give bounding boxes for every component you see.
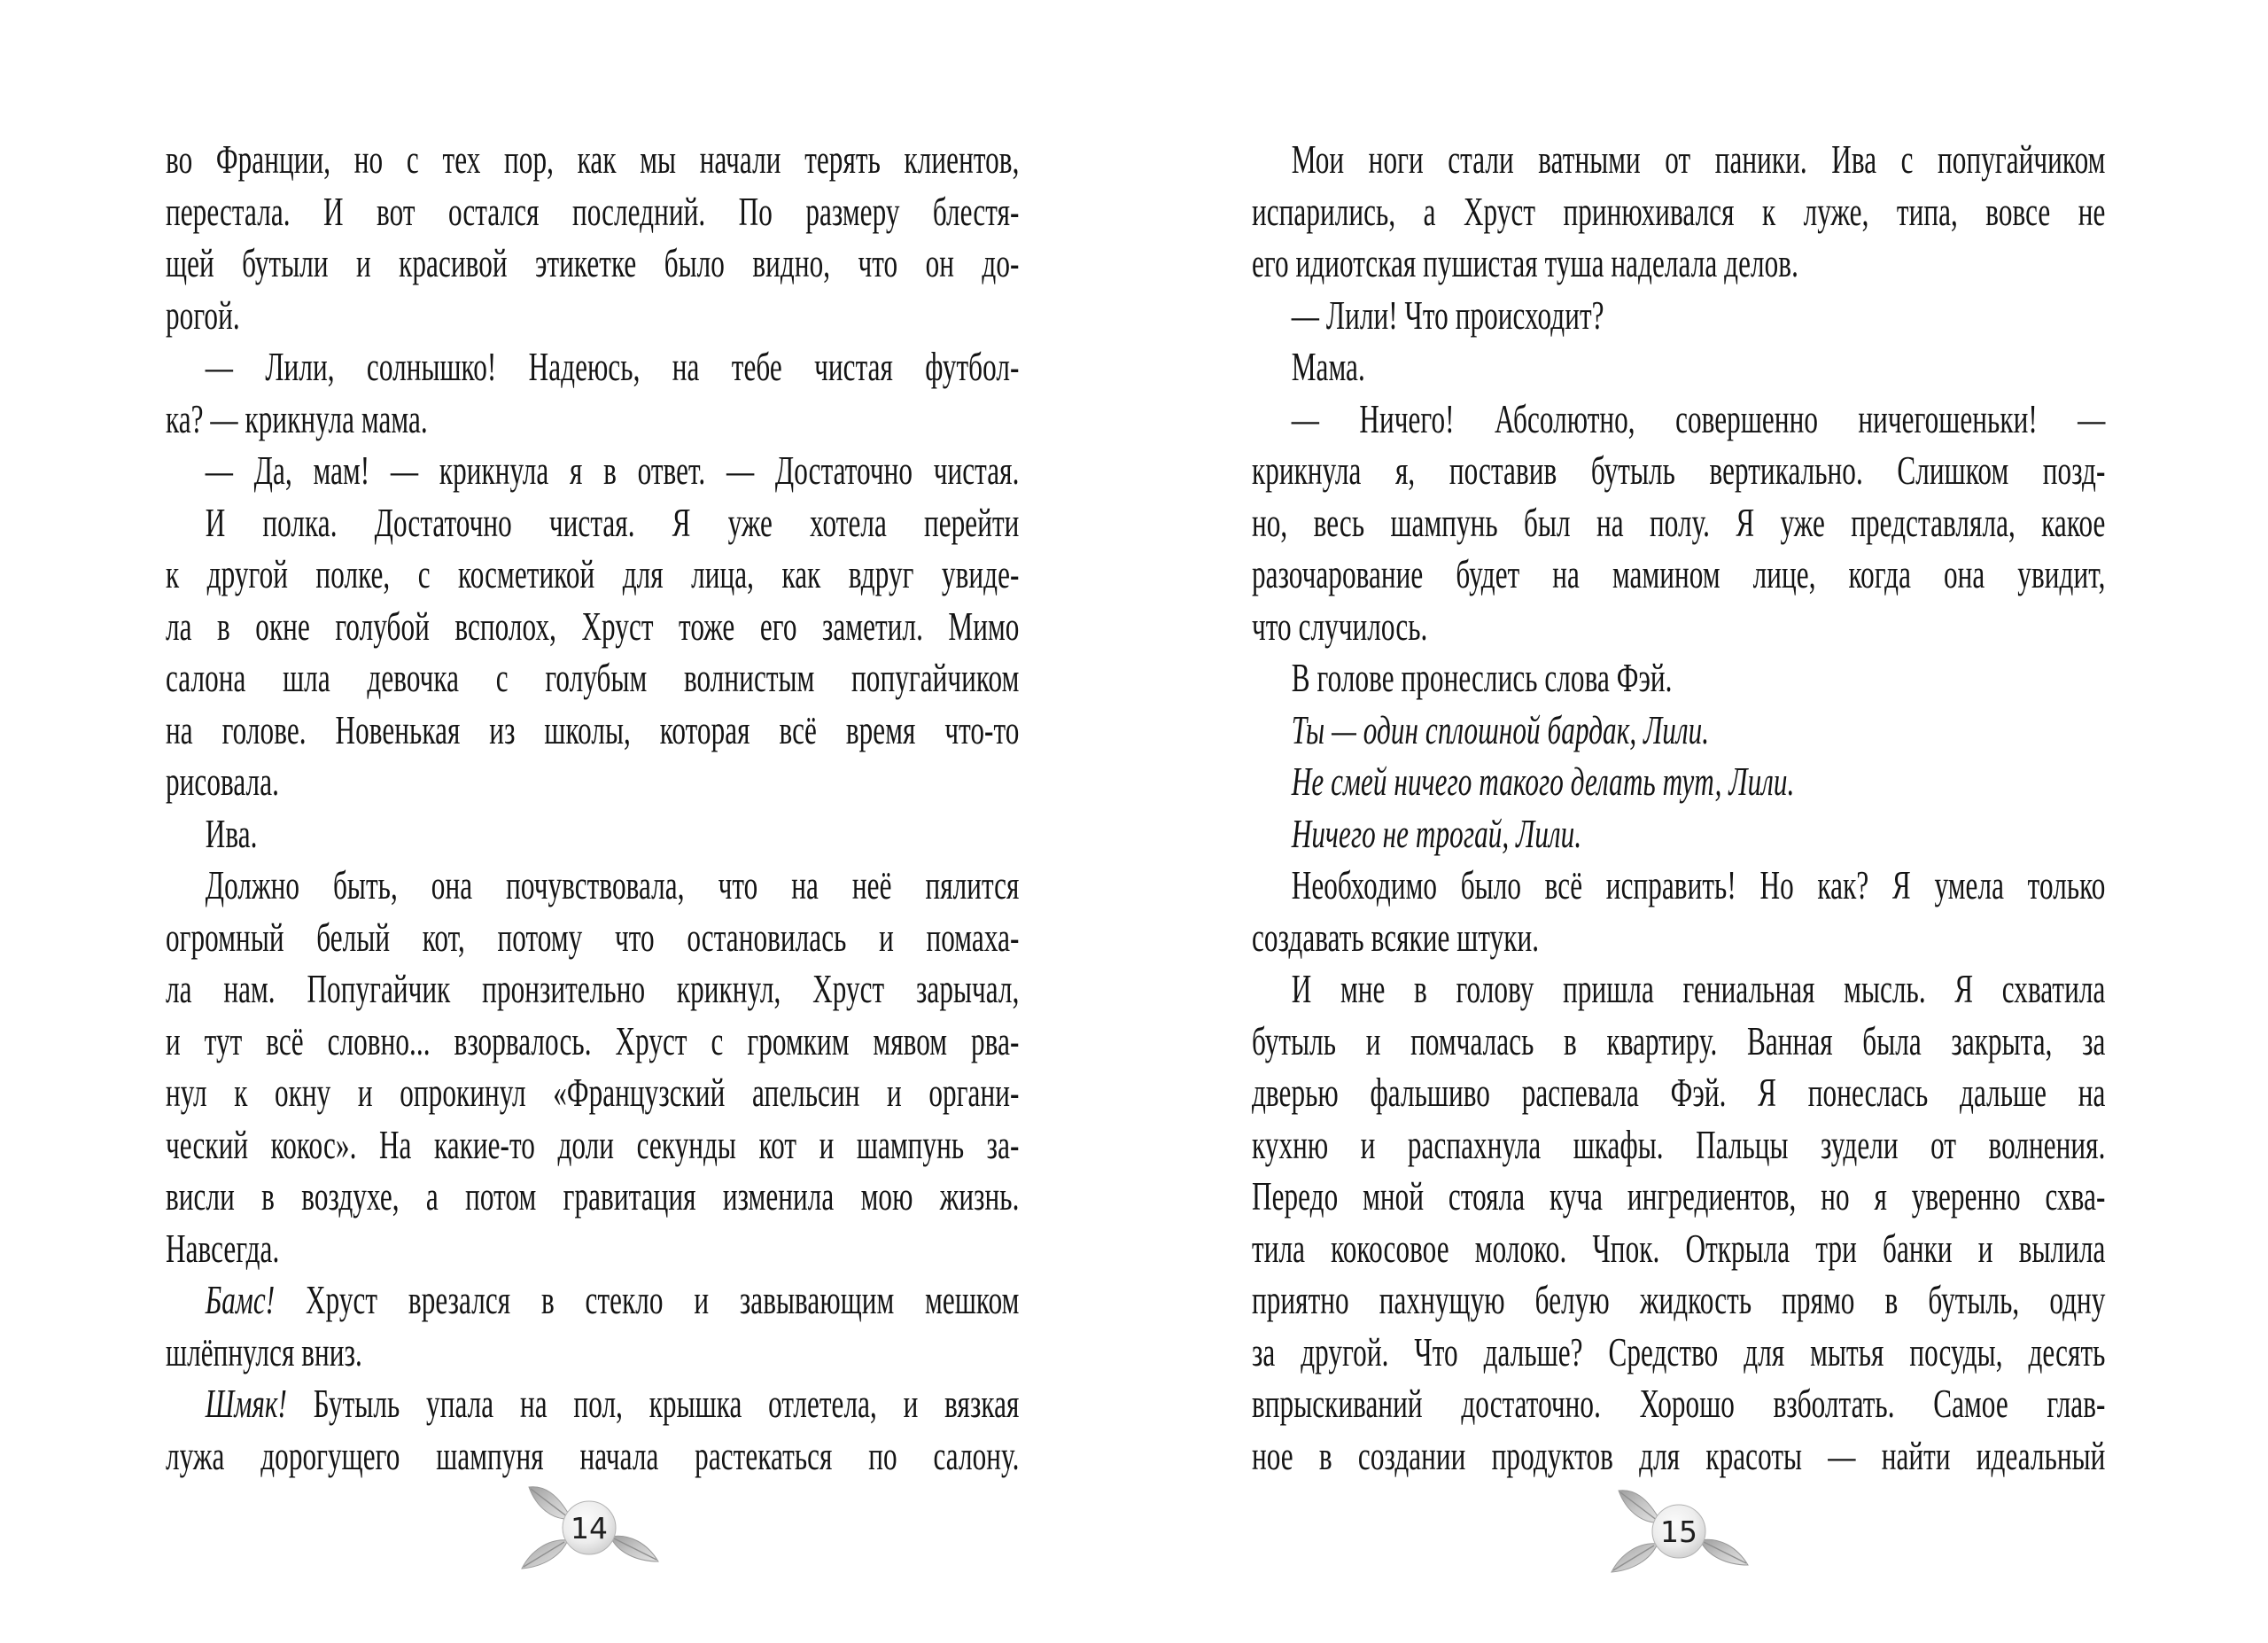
italic-text-segment: Не смей ничего такого делать тут, Лили. bbox=[1291, 759, 1795, 804]
text-segment: ческий кокос». На какие-то доли секунды кот и шампунь за- bbox=[166, 1121, 1020, 1167]
text-segment: нул к окну и опрокинул «Французский апельсин и органи- bbox=[166, 1070, 1020, 1115]
text-segment: ка? — крикнула мама. bbox=[166, 395, 428, 441]
text-segment: бутыль и помчалась в квартиру. Ванная была закрыта, за bbox=[1252, 1017, 2106, 1063]
text-line bbox=[166, 445, 1019, 497]
text-segment: В голове пронеслись слова Фэй. bbox=[1291, 655, 1673, 700]
text-line bbox=[166, 497, 1019, 549]
text-segment: испарились, а Хруст принюхивался к луже, типа, вовсе не bbox=[1252, 188, 2106, 234]
text-line bbox=[1252, 601, 2105, 653]
text-segment: висли в воздухе, а потом гравитация изменила мою жизнь. bbox=[166, 1173, 1020, 1219]
text-segment: Хруст врезался в стекло и завывающим мешком bbox=[275, 1277, 1020, 1322]
text-segment: Необходимо было всё исправить! Но как? Я умела только bbox=[1291, 862, 2106, 907]
text-line bbox=[1252, 808, 2105, 860]
text-segment: — Лили! Что происходит? bbox=[1291, 292, 1604, 338]
text-segment: — Лили, солнышко! Надеюсь, на тебе чистая футбол- bbox=[205, 344, 1020, 389]
text-segment: его идиотская пушистая туша наделала делов. bbox=[1252, 240, 1798, 285]
text-segment: лужа дорогущего шампуня начала растекаться по салону. bbox=[166, 1432, 1020, 1478]
text-segment: крикнула я, поставив бутыль вертикально. Слишком позд- bbox=[1252, 448, 2106, 493]
text-line bbox=[1252, 756, 2105, 808]
italic-text-segment: Ты — один сплошной бардак, Лили. bbox=[1291, 706, 1710, 752]
text-segment: шлёпнулся вниз. bbox=[166, 1328, 362, 1374]
text-segment: к другой полке, с косметикой для лица, как вдруг увиде- bbox=[166, 551, 1020, 596]
text-line bbox=[166, 705, 1019, 757]
text-line bbox=[166, 1016, 1019, 1068]
text-line bbox=[166, 393, 1019, 446]
text-segment: И мне в голову пришла гениальная мысль. Я схватила bbox=[1291, 966, 2106, 1011]
text-line bbox=[1252, 705, 2105, 757]
page-number: 14 bbox=[571, 1511, 608, 1546]
text-segment: И полка. Достаточно чистая. Я уже хотела перейти bbox=[205, 499, 1020, 545]
text-segment: и тут всё словно... взорвалось. Хруст с громким мявом рва- bbox=[166, 1017, 1020, 1063]
text-line bbox=[1252, 445, 2105, 497]
text-line bbox=[166, 963, 1019, 1016]
text-segment: Навсегда. bbox=[166, 1225, 280, 1271]
text-segment: — Ничего! Абсолютно, совершенно ничегошеньки! — bbox=[1291, 395, 2106, 441]
page-number: 15 bbox=[1660, 1515, 1697, 1549]
text-line bbox=[1252, 186, 2105, 238]
text-line bbox=[1252, 134, 2105, 186]
text-segment: что случилось. bbox=[1252, 603, 1428, 649]
text-line bbox=[1252, 1119, 2105, 1172]
text-line bbox=[1252, 1327, 2105, 1379]
text-segment: перестала. И вот остался последний. По размеру блестя- bbox=[166, 188, 1020, 234]
text-segment: Мама. bbox=[1291, 344, 1365, 389]
text-line bbox=[166, 652, 1019, 705]
text-line bbox=[166, 186, 1019, 238]
text-segment: впрыскиваний достаточно. Хорошо взболтать. Самое глав- bbox=[1252, 1381, 2106, 1426]
text-segment: на голове. Новенькая из школы, которая всё время что-то bbox=[166, 706, 1020, 752]
text-line bbox=[1252, 341, 2105, 393]
text-line bbox=[1252, 1223, 2105, 1275]
text-line bbox=[166, 1430, 1019, 1483]
text-line bbox=[166, 756, 1019, 808]
page-14-text bbox=[166, 134, 1019, 1482]
text-line bbox=[166, 860, 1019, 912]
text-line bbox=[1252, 1171, 2105, 1223]
page-ornament-right bbox=[1606, 1480, 1757, 1586]
text-line bbox=[1252, 549, 2105, 601]
text-line bbox=[1252, 497, 2105, 549]
text-segment: дверью фальшиво распевала Фэй. Я понеслась дальше на bbox=[1252, 1070, 2106, 1115]
text-line bbox=[1252, 290, 2105, 342]
text-segment: тила кокосовое молоко. Чпок. Открыла три банки и вылила bbox=[1252, 1225, 2106, 1271]
text-segment: ла нам. Попугайчик пронзительно крикнул, Хруст зарычал, bbox=[166, 966, 1020, 1011]
italic-text-segment: Шмяк! bbox=[205, 1381, 287, 1426]
text-line bbox=[166, 1171, 1019, 1223]
text-line bbox=[166, 1067, 1019, 1119]
text-segment: салона шла девочка с голубым волнистым попугайчиком bbox=[166, 655, 1020, 700]
text-segment: Должно быть, она почувствовала, что на неё пялится bbox=[205, 862, 1020, 907]
text-segment: ла в окне голубой всполох, Хруст тоже его заметил. Мимо bbox=[166, 603, 1020, 649]
page-ornament-left bbox=[517, 1476, 667, 1583]
text-line bbox=[166, 808, 1019, 860]
text-line bbox=[166, 341, 1019, 393]
text-line bbox=[166, 912, 1019, 964]
berry-ornament-graphic bbox=[1606, 1480, 1757, 1586]
text-segment: разочарование будет на мамином лице, когда она увидит, bbox=[1252, 551, 2106, 596]
text-line bbox=[166, 1327, 1019, 1379]
text-line bbox=[1252, 860, 2105, 912]
text-line bbox=[1252, 1378, 2105, 1430]
text-line bbox=[166, 1378, 1019, 1430]
text-line bbox=[1252, 912, 2105, 964]
text-line bbox=[166, 1119, 1019, 1172]
text-line bbox=[1252, 652, 2105, 705]
text-line bbox=[166, 134, 1019, 186]
text-line bbox=[1252, 393, 2105, 446]
text-segment: но, весь шампунь был на полу. Я уже представляла, какое bbox=[1252, 499, 2106, 545]
text-segment: ное в создании продуктов для красоты — найти идеальный bbox=[1252, 1432, 2106, 1478]
text-segment: рогой. bbox=[166, 292, 240, 338]
berry-ornament-graphic bbox=[517, 1476, 667, 1583]
text-line bbox=[166, 290, 1019, 342]
text-line bbox=[166, 601, 1019, 653]
text-line bbox=[1252, 1067, 2105, 1119]
text-segment: щей бутыли и красивой этикетке было видно, что он до- bbox=[166, 240, 1020, 285]
text-segment: за другой. Что дальше? Средство для мытья посуды, десять bbox=[1252, 1328, 2106, 1374]
text-segment: во Франции, но с тех пор, как мы начали терять клиентов, bbox=[166, 136, 1020, 182]
text-line bbox=[1252, 237, 2105, 290]
text-line bbox=[1252, 1430, 2105, 1483]
text-line bbox=[1252, 1274, 2105, 1327]
text-line bbox=[1252, 963, 2105, 1016]
italic-text-segment: Бамс! bbox=[205, 1277, 276, 1322]
text-segment: Бутыль упала на пол, крышка отлетела, и вязкая bbox=[286, 1381, 1020, 1426]
text-segment: кухню и распахнула шкафы. Пальцы зудели от волнения. bbox=[1252, 1121, 2106, 1167]
text-line bbox=[166, 1274, 1019, 1327]
text-segment: Ива. bbox=[205, 810, 258, 856]
text-segment: Мои ноги стали ватными от паники. Ива с попугайчиком bbox=[1291, 136, 2106, 182]
text-segment: создавать всякие штуки. bbox=[1252, 914, 1540, 960]
text-segment: огромный белый кот, потому что остановилась и помаха- bbox=[166, 914, 1020, 960]
text-segment: рисовала. bbox=[166, 759, 279, 804]
text-segment: приятно пахнущую белую жидкость прямо в бутыль, одну bbox=[1252, 1277, 2106, 1322]
text-line bbox=[1252, 1016, 2105, 1068]
text-line bbox=[166, 237, 1019, 290]
text-line bbox=[166, 1223, 1019, 1275]
page-15-text bbox=[1252, 134, 2105, 1482]
text-line bbox=[166, 549, 1019, 601]
text-segment: — Да, мам! — крикнула я в ответ. — Достаточно чистая. bbox=[205, 448, 1020, 493]
italic-text-segment: Ничего не трогай, Лили. bbox=[1291, 810, 1582, 856]
text-segment: Передо мной стояла куча ингредиентов, но я уверенно схва- bbox=[1252, 1173, 2106, 1219]
